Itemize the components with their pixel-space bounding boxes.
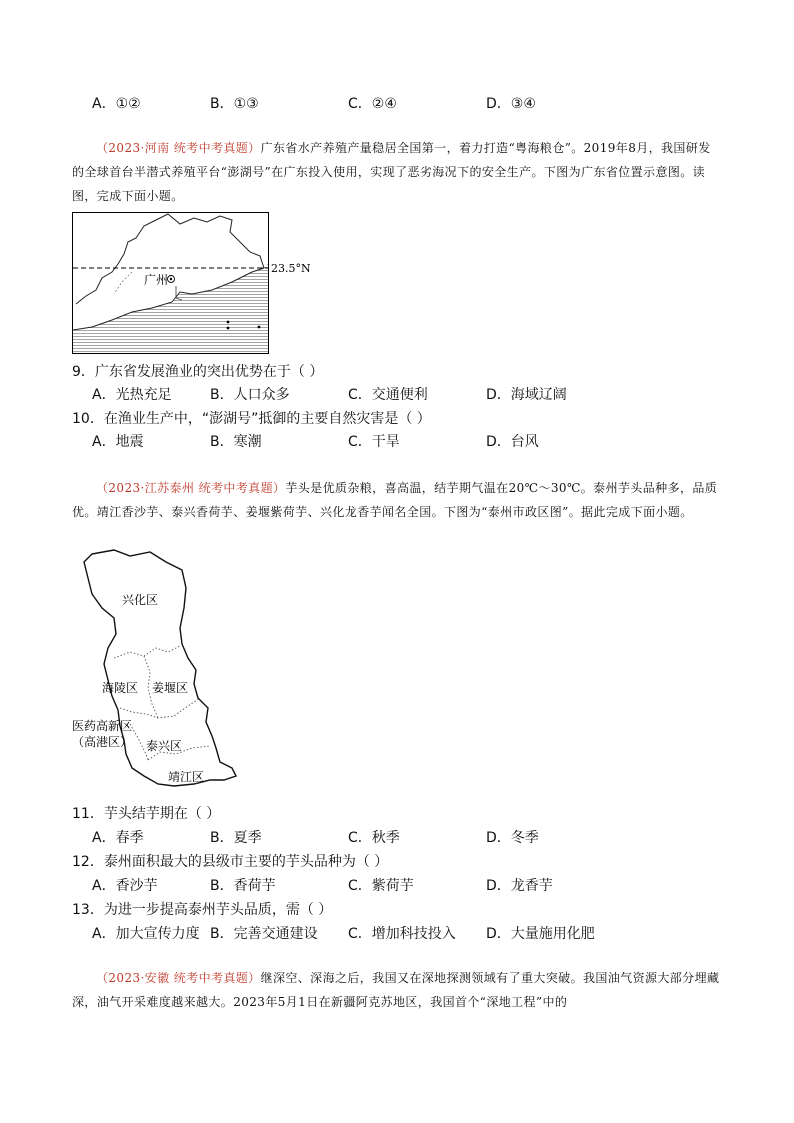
option-b: B．完善交通建设 <box>210 926 318 942</box>
intro-taizhou <box>72 476 722 524</box>
option-d: D．龙香芋 <box>486 878 553 894</box>
taizhou-map <box>70 548 242 796</box>
option-d: D．大量施用化肥 <box>486 926 595 942</box>
option-c: C．干旱 <box>348 434 400 450</box>
q9-stem: 9．广东省发展渔业的突出优势在于（ ） <box>72 364 324 380</box>
guangdong-map <box>72 212 322 357</box>
q12-stem: 12．泰州面积最大的县级市主要的芋头品种为（ ） <box>72 854 389 870</box>
option-a: A．香沙芋 <box>92 878 158 894</box>
option-d: D．冬季 <box>486 830 539 846</box>
district-taixing: 泰兴区 <box>146 739 183 753</box>
district-hailing: 海陵区 <box>102 681 139 695</box>
q11-stem: 11．芋头结芋期在（ ） <box>72 806 221 822</box>
source-tag: （2023·江苏泰州 统考中考真题） <box>96 481 286 495</box>
q13-stem: 13．为进一步提高泰州芋头品质，需（ ） <box>72 902 333 918</box>
option-b: B．夏季 <box>210 830 262 846</box>
intro-text: 芋头是优质杂粮，喜高温，结芋期气温在20℃～30℃。泰州芋头品种多，品质优。靖江香沙芋、泰兴香荷芋、姜堰紫荷芋、兴化龙香芋闻名全国。下图为“泰州市政区图”。据此完成下面小题。 <box>72 481 718 519</box>
intro-text: 广东省水产养殖产量稳居全国第一，着力打造“粤海粮仓”。2019年8月，我国研发的全球首台半潜式养殖平台“澎湖号”在广东投入使用，实现了恶劣海况下的安全生产。下图为广东省位置示意图。读图，完成下面小题。 <box>72 141 711 203</box>
q10-stem: 10．在渔业生产中，“澎湖号”抵御的主要自然灾害是（ ） <box>72 411 431 427</box>
option-b: B．人口众多 <box>210 387 290 403</box>
option-a: A．地震 <box>92 434 144 450</box>
option-b: B．①③ <box>210 96 259 112</box>
option-d: D．海域辽阔 <box>486 387 567 403</box>
intro-text: 继深空、深海之后，我国又在深地探测领域有了重大突破。我国油气资源大部分埋藏深，油气开采难度越来越大。2023年5月1日在新疆阿克苏地区，我国首个“深地工程”中的 <box>72 971 720 1009</box>
city-label: 广州 <box>144 273 169 287</box>
option-a: A．光热充足 <box>92 387 172 403</box>
district-yiyao: 医药高新区 <box>72 719 133 733</box>
latitude-label: 23.5°N <box>271 262 311 275</box>
intro-anhui <box>72 966 722 1014</box>
option-d: D．台风 <box>486 434 539 450</box>
district-jingjiang: 靖江区 <box>168 770 205 784</box>
option-b: B．香荷芋 <box>210 878 276 894</box>
option-d: D．③④ <box>486 96 536 112</box>
option-c: C．秋季 <box>348 830 400 846</box>
option-c: C．交通便利 <box>348 387 428 403</box>
source-tag: （2023·安徽 统考中考真题） <box>96 971 261 985</box>
district-jiangyan: 姜堰区 <box>152 681 189 695</box>
option-c: C．②④ <box>348 96 397 112</box>
option-a: A．春季 <box>92 830 144 846</box>
district-xinghua: 兴化区 <box>122 593 159 607</box>
source-tag: （2023·河南 统考中考真题） <box>96 141 261 155</box>
intro-guangdong <box>72 136 722 208</box>
district-gaogang: （高港区） <box>72 735 133 749</box>
option-a: A．①② <box>92 96 141 112</box>
option-b: B．寒潮 <box>210 434 262 450</box>
option-c: C．紫荷芋 <box>348 878 414 894</box>
option-a: A．加大宣传力度 <box>92 926 200 942</box>
option-c: C．增加科技投入 <box>348 926 456 942</box>
